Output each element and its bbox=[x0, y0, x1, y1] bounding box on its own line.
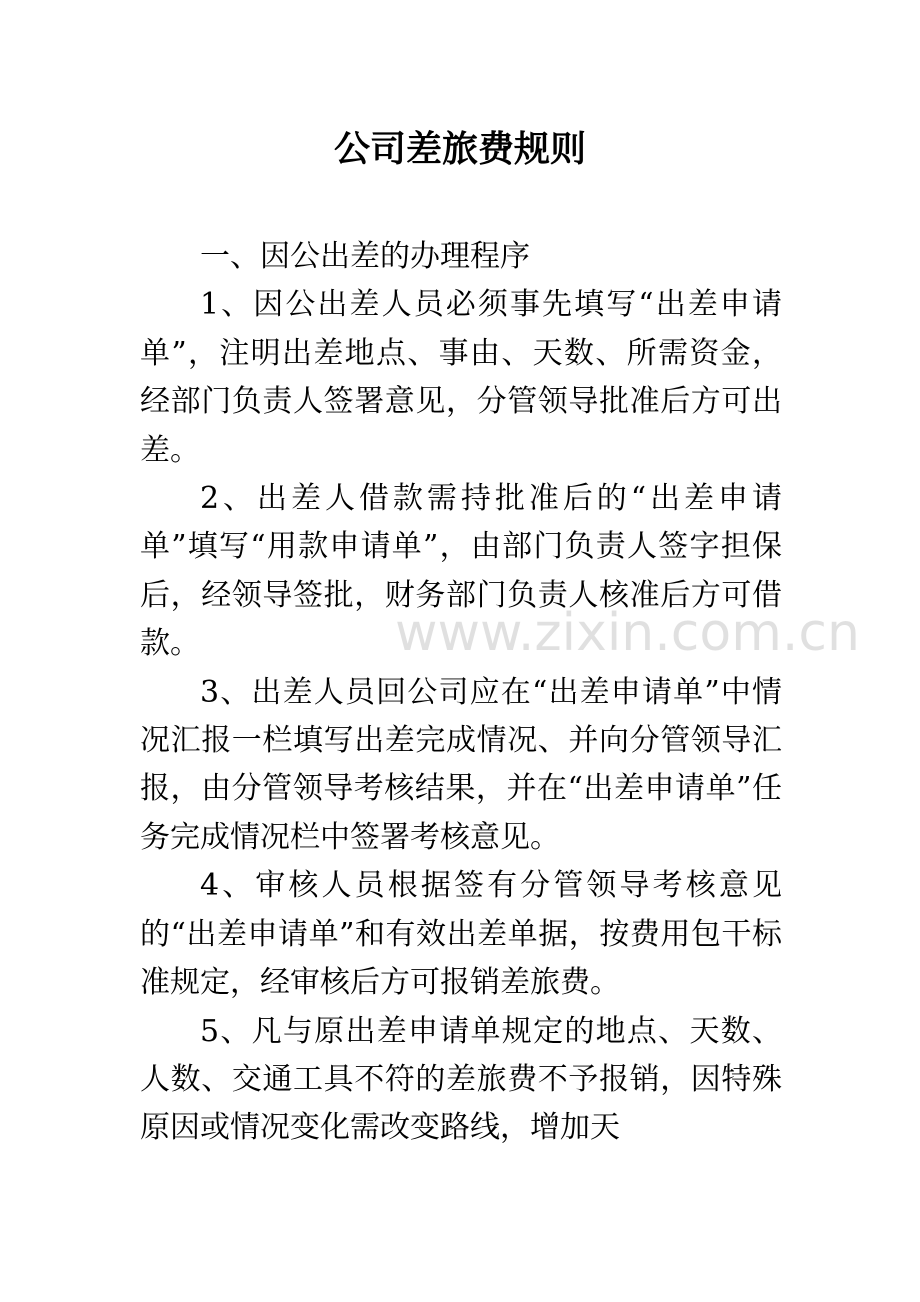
paragraph-3: 3、出差人员回公司应在“出差申请单”中情况汇报一栏填写出差完成情况、并向分管领导汇报，由分管领导考核结果，并在“出差申请单”任务完成情况栏中签署考核意见。 bbox=[140, 674, 782, 855]
paragraph-2: 2、出差人借款需持批准后的“出差申请单”填写“用款申请单”，由部门负责人签字担保后，经领导签批，财务部门负责人核准后方可借款。 bbox=[140, 481, 782, 662]
document-title: 公司差旅费规则 bbox=[333, 128, 586, 170]
watermark: www.zixin.com.cn bbox=[395, 603, 860, 663]
paragraph-1: 1、因公出差人员必须事先填写“出差申请单”，注明出差地点、事由、天数、所需资金，经部门负责人签署意见，分管领导批准后方可出差。 bbox=[140, 287, 782, 468]
document-body bbox=[140, 233, 782, 1153]
paragraph-5: 5、凡与原出差申请单规定的地点、天数、人数、交通工具不符的差旅费不予报销，因特殊原因或情况变化需改变路线，增加天 bbox=[140, 1013, 782, 1146]
section-heading: 一、因公出差的办理程序 bbox=[200, 239, 530, 274]
paragraph-4: 4、审核人员根据签有分管领导考核意见的“出差申请单”和有效出差单据，按费用包干标准规定，经审核后方可报销差旅费。 bbox=[140, 868, 782, 1001]
